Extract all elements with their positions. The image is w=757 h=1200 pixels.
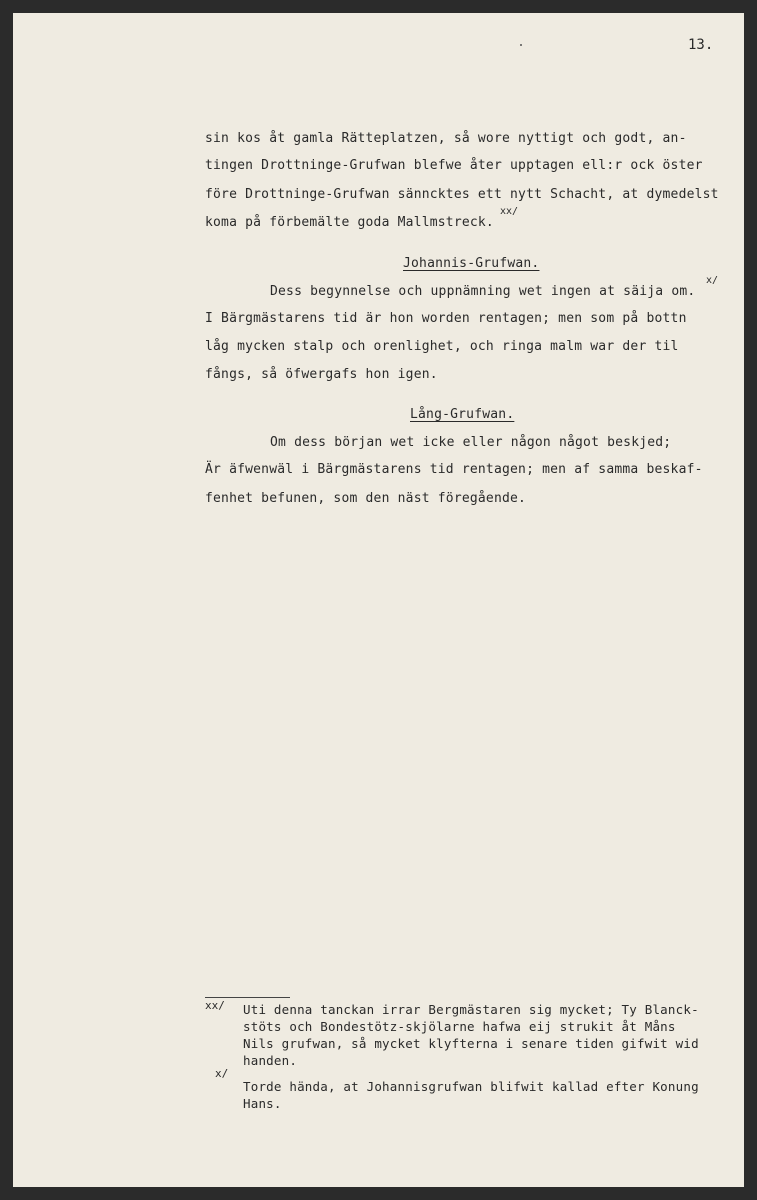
heading-lang-grufwan: Lång-Grufwan. bbox=[410, 407, 515, 422]
paragraph-1-line-4: koma på förbemälte goda Mallmstreck. bbox=[205, 215, 494, 230]
paragraph-1-line-3: före Drottninge-Grufwan sänncktes ett nytt Schacht, at dymedelst bbox=[205, 187, 719, 202]
footnote-1-line-4: handen. bbox=[243, 1053, 298, 1068]
paragraph-3-line-1: Om dess början wet icke eller någon något beskjed; bbox=[270, 435, 672, 450]
heading-johannis-grufwan: Johannis-Grufwan. bbox=[403, 256, 540, 271]
paragraph-1-line-2: tingen Drottninge-Grufwan blefwe åter upptagen ell:r ock öster bbox=[205, 158, 703, 173]
footnote-ref-x: x/ bbox=[706, 275, 719, 286]
footnote-2-mark: x/ bbox=[215, 1067, 229, 1080]
footnote-2-line-2: Hans. bbox=[243, 1096, 282, 1111]
paragraph-2-line-4: fångs, så öfwergafs hon igen. bbox=[205, 367, 438, 382]
footnote-separator bbox=[205, 997, 290, 998]
footnote-ref-xx: xx/ bbox=[500, 206, 519, 217]
pin-mark bbox=[520, 44, 522, 46]
manuscript-page bbox=[13, 13, 744, 1187]
footnote-1-line-3: Nils grufwan, så mycket klyfterna i senare tiden gifwit wid bbox=[243, 1036, 699, 1051]
paragraph-3-line-3: fenhet befunen, som den näst föregående. bbox=[205, 491, 527, 506]
paragraph-3-line-2: Är äfwenwäl i Bärgmästarens tid rentagen; men af samma beskaf- bbox=[205, 462, 703, 477]
paragraph-1-line-1: sin kos åt gamla Rätteplatzen, så wore nyttigt och godt, an- bbox=[205, 131, 687, 146]
paragraph-2-line-1: Dess begynnelse och uppnämning wet ingen at säija om. bbox=[270, 284, 696, 299]
footnote-1-line-2: stöts och Bondestötz-skjölarne hafwa eij strukit åt Måns bbox=[243, 1019, 676, 1034]
footnote-1-line-1: Uti denna tanckan irrar Bergmästaren sig mycket; Ty Blanck- bbox=[243, 1002, 699, 1017]
paragraph-2-line-3: låg mycken stalp och orenlighet, och ringa malm war der til bbox=[205, 339, 679, 354]
page-number: 13. bbox=[688, 37, 714, 53]
paragraph-2-line-2: I Bärgmästarens tid är hon worden rentagen; men som på bottn bbox=[205, 311, 687, 326]
footnote-2-line-1: Torde hända, at Johannisgrufwan blifwit kallad efter Konung bbox=[243, 1079, 699, 1094]
footnote-1-mark: xx/ bbox=[205, 999, 225, 1012]
